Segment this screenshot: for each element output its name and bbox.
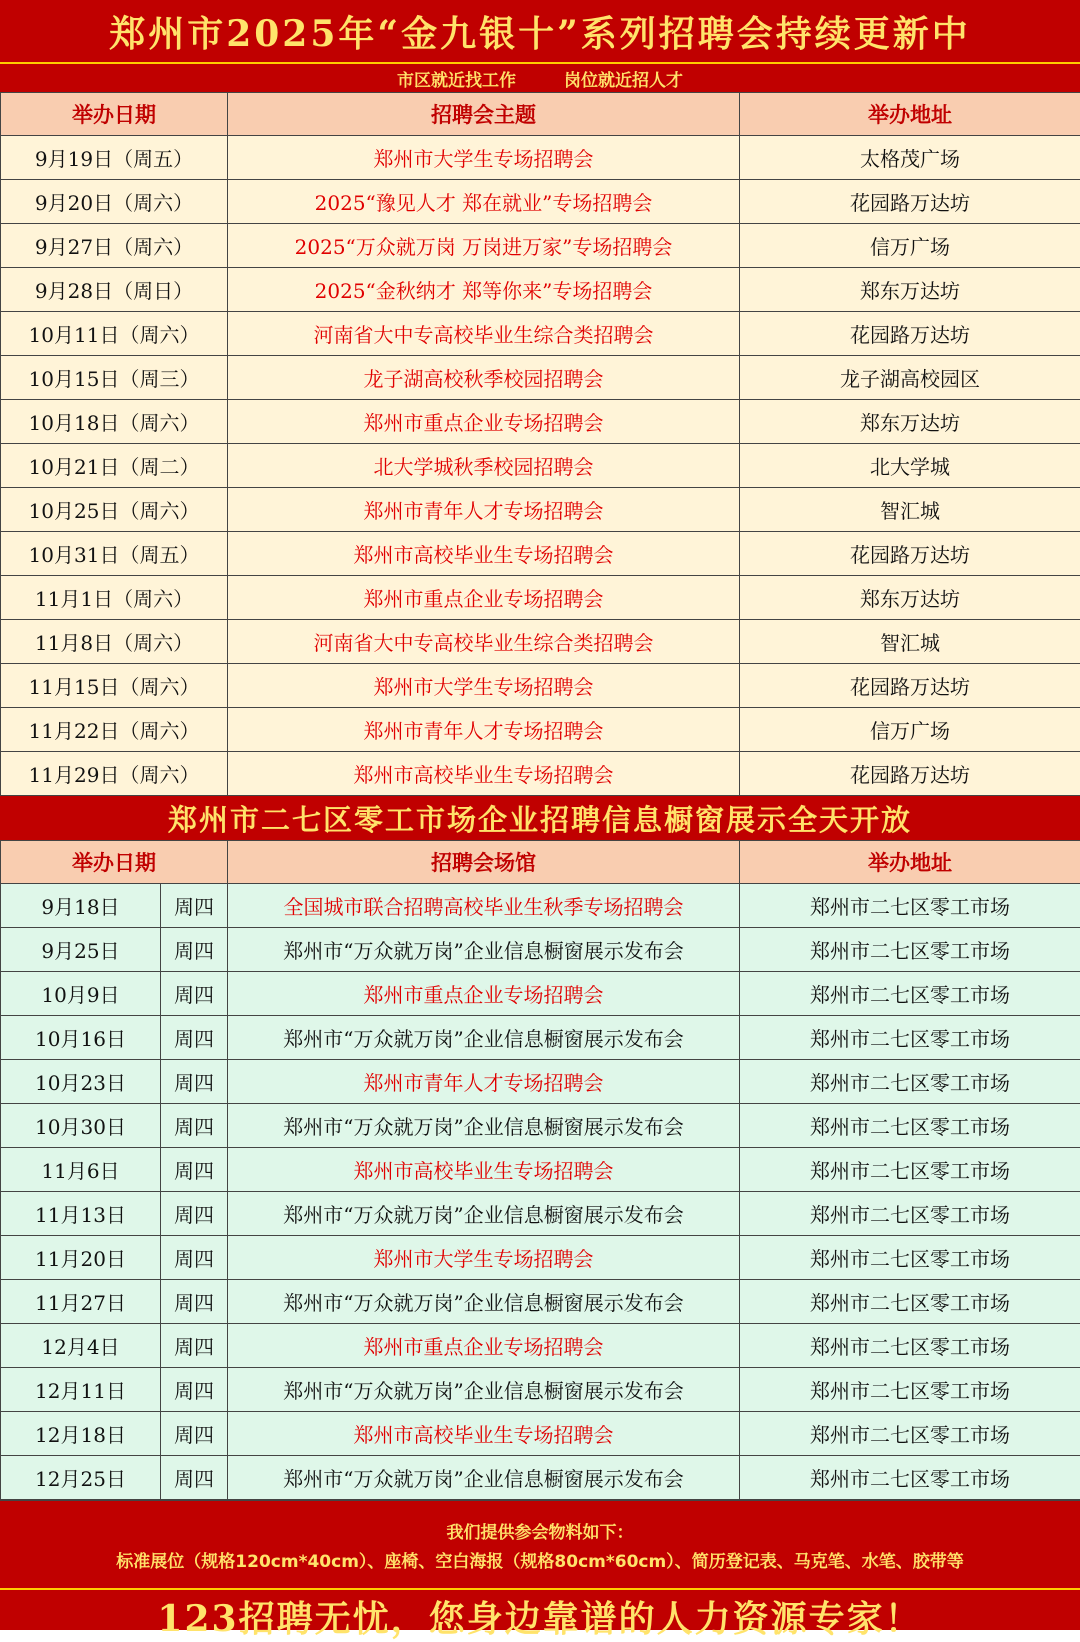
subtitle — [0, 64, 1080, 92]
market-venue: 郑州市二七区零工市场 — [740, 1412, 1080, 1456]
market-venue: 郑州市二七区零工市场 — [740, 1104, 1080, 1148]
fair-theme: 郑州市高校毕业生专场招聘会 — [228, 752, 740, 796]
table-row — [1, 1148, 1080, 1192]
materials-note — [0, 1500, 1080, 1588]
market-theme: 郑州市大学生专场招聘会 — [228, 1236, 740, 1280]
subtitle-left: 市区就近找工作 — [397, 66, 516, 91]
fair-date: 11月29日（周六） — [1, 752, 228, 796]
market-theme: 郑州市青年人才专场招聘会 — [228, 1060, 740, 1104]
market-weekday: 周四 — [161, 884, 228, 928]
page-title: 郑州市2025年“金九银十”系列招聘会持续更新中 — [0, 0, 1080, 64]
market-weekday: 周四 — [161, 1016, 228, 1060]
fair-theme: 郑州市青年人才专场招聘会 — [228, 708, 740, 752]
market-venue: 郑州市二七区零工市场 — [740, 1016, 1080, 1060]
fair-date: 10月11日（周六） — [1, 312, 228, 356]
table-row — [1, 1016, 1080, 1060]
market-date: 10月9日 — [1, 972, 161, 1016]
fair-date: 11月8日（周六） — [1, 620, 228, 664]
market-weekday: 周四 — [161, 1280, 228, 1324]
header-date: 举办日期 — [1, 841, 228, 884]
fair-date: 11月22日（周六） — [1, 708, 228, 752]
table-row — [1, 708, 1080, 752]
table-row — [1, 664, 1080, 708]
header-theme: 招聘会场馆 — [228, 841, 740, 884]
table-row — [1, 444, 1080, 488]
section-title: 郑州市二七区零工市场企业招聘信息橱窗展示全天开放 — [0, 796, 1080, 840]
fair-venue: 花园路万达坊 — [740, 532, 1080, 576]
market-weekday: 周四 — [161, 1368, 228, 1412]
fair-theme: 河南省大中专高校毕业生综合类招聘会 — [228, 312, 740, 356]
market-venue: 郑州市二七区零工市场 — [740, 1060, 1080, 1104]
fair-theme: 郑州市高校毕业生专场招聘会 — [228, 532, 740, 576]
market-weekday: 周四 — [161, 1412, 228, 1456]
market-theme: 郑州市“万众就万岗”企业信息橱窗展示发布会 — [228, 1368, 740, 1412]
fair-date: 9月27日（周六） — [1, 224, 228, 268]
fair-theme: 2025“万众就万岗 万岗进万家”专场招聘会 — [228, 224, 740, 268]
market-date: 10月23日 — [1, 1060, 161, 1104]
fair-date: 10月31日（周五） — [1, 532, 228, 576]
table-row — [1, 224, 1080, 268]
fair-theme: 北大学城秋季校园招聘会 — [228, 444, 740, 488]
fair-date: 11月15日（周六） — [1, 664, 228, 708]
market-venue: 郑州市二七区零工市场 — [740, 1148, 1080, 1192]
market-date: 9月25日 — [1, 928, 161, 972]
market-weekday: 周四 — [161, 1324, 228, 1368]
market-venue: 郑州市二七区零工市场 — [740, 1324, 1080, 1368]
table-row — [1, 1456, 1080, 1500]
market-date: 11月27日 — [1, 1280, 161, 1324]
table-row — [1, 180, 1080, 224]
table-row — [1, 1192, 1080, 1236]
market-theme: 郑州市“万众就万岗”企业信息橱窗展示发布会 — [228, 1192, 740, 1236]
fair-date: 10月21日（周二） — [1, 444, 228, 488]
market-date: 10月16日 — [1, 1016, 161, 1060]
market-theme: 郑州市“万众就万岗”企业信息橱窗展示发布会 — [228, 1016, 740, 1060]
fair-theme: 郑州市大学生专场招聘会 — [228, 136, 740, 180]
market-theme: 全国城市联合招聘高校毕业生秋季专场招聘会 — [228, 884, 740, 928]
market-date: 11月6日 — [1, 1148, 161, 1192]
market-date: 12月11日 — [1, 1368, 161, 1412]
market-venue: 郑州市二七区零工市场 — [740, 928, 1080, 972]
fair-theme: 龙子湖高校秋季校园招聘会 — [228, 356, 740, 400]
fair-theme: 郑州市青年人才专场招聘会 — [228, 488, 740, 532]
market-date: 12月25日 — [1, 1456, 161, 1500]
market-weekday: 周四 — [161, 1148, 228, 1192]
fair-theme: 郑州市大学生专场招聘会 — [228, 664, 740, 708]
table-row — [1, 576, 1080, 620]
market-theme: 郑州市高校毕业生专场招聘会 — [228, 1148, 740, 1192]
market-weekday: 周四 — [161, 1456, 228, 1500]
market-schedule-table — [0, 840, 1080, 1500]
market-venue: 郑州市二七区零工市场 — [740, 1456, 1080, 1500]
market-venue: 郑州市二七区零工市场 — [740, 1236, 1080, 1280]
market-theme: 郑州市重点企业专场招聘会 — [228, 1324, 740, 1368]
market-weekday: 周四 — [161, 1192, 228, 1236]
fair-schedule-table — [0, 92, 1080, 796]
table-row — [1, 1060, 1080, 1104]
table-row — [1, 1280, 1080, 1324]
market-theme: 郑州市重点企业专场招聘会 — [228, 972, 740, 1016]
table-row — [1, 884, 1080, 928]
fair-date: 9月20日（周六） — [1, 180, 228, 224]
market-weekday: 周四 — [161, 1236, 228, 1280]
fair-venue: 信万广场 — [740, 224, 1080, 268]
market-date: 11月13日 — [1, 1192, 161, 1236]
fair-date: 9月19日（周五） — [1, 136, 228, 180]
fair-date: 11月1日（周六） — [1, 576, 228, 620]
market-venue: 郑州市二七区零工市场 — [740, 1280, 1080, 1324]
header-venue: 举办地址 — [740, 93, 1080, 136]
market-theme: 郑州市“万众就万岗”企业信息橱窗展示发布会 — [228, 1280, 740, 1324]
subtitle-right: 岗位就近招人才 — [564, 66, 683, 91]
table-row — [1, 1368, 1080, 1412]
table-row — [1, 488, 1080, 532]
fair-date: 9月28日（周日） — [1, 268, 228, 312]
fair-venue: 花园路万达坊 — [740, 180, 1080, 224]
table-row — [1, 620, 1080, 664]
market-weekday: 周四 — [161, 1060, 228, 1104]
fair-venue: 花园路万达坊 — [740, 752, 1080, 796]
fair-venue: 北大学城 — [740, 444, 1080, 488]
table-row — [1, 1324, 1080, 1368]
market-theme: 郑州市“万众就万岗”企业信息橱窗展示发布会 — [228, 928, 740, 972]
fair-venue: 智汇城 — [740, 488, 1080, 532]
market-venue: 郑州市二七区零工市场 — [740, 1192, 1080, 1236]
market-theme: 郑州市“万众就万岗”企业信息橱窗展示发布会 — [228, 1456, 740, 1500]
fair-theme: 2025“金秋纳才 郑等你来”专场招聘会 — [228, 268, 740, 312]
table-header-row — [1, 841, 1080, 884]
header-theme: 招聘会主题 — [228, 93, 740, 136]
table-row — [1, 1104, 1080, 1148]
header-venue: 举办地址 — [740, 841, 1080, 884]
table-row — [1, 1412, 1080, 1456]
fair-theme: 2025“豫见人才 郑在就业”专场招聘会 — [228, 180, 740, 224]
fair-venue: 郑东万达坊 — [740, 576, 1080, 620]
market-date: 12月18日 — [1, 1412, 161, 1456]
table-row — [1, 1236, 1080, 1280]
table-row — [1, 356, 1080, 400]
slogan: 123招聘无忧，您身边靠谱的人力资源专家！ — [0, 1588, 1080, 1642]
market-weekday: 周四 — [161, 1104, 228, 1148]
fair-venue: 信万广场 — [740, 708, 1080, 752]
fair-venue: 太格茂广场 — [740, 136, 1080, 180]
fair-theme: 河南省大中专高校毕业生综合类招聘会 — [228, 620, 740, 664]
fair-theme: 郑州市重点企业专场招聘会 — [228, 576, 740, 620]
fair-date: 10月18日（周六） — [1, 400, 228, 444]
market-date: 12月4日 — [1, 1324, 161, 1368]
materials-list: 标准展位（规格120cm*40cm）、座椅、空白海报（规格80cm*60cm）、简历登记表、马克笔、水笔、胶带等 — [116, 1547, 963, 1572]
market-venue: 郑州市二七区零工市场 — [740, 972, 1080, 1016]
fair-venue: 龙子湖高校园区 — [740, 356, 1080, 400]
market-venue: 郑州市二七区零工市场 — [740, 1368, 1080, 1412]
table-row — [1, 268, 1080, 312]
table-row — [1, 752, 1080, 796]
market-date: 10月30日 — [1, 1104, 161, 1148]
table-row — [1, 928, 1080, 972]
header-date: 举办日期 — [1, 93, 228, 136]
fair-venue: 花园路万达坊 — [740, 664, 1080, 708]
fair-venue: 花园路万达坊 — [740, 312, 1080, 356]
market-theme: 郑州市“万众就万岗”企业信息橱窗展示发布会 — [228, 1104, 740, 1148]
table-header-row — [1, 93, 1080, 136]
market-venue: 郑州市二七区零工市场 — [740, 884, 1080, 928]
fair-venue: 郑东万达坊 — [740, 268, 1080, 312]
market-date: 11月20日 — [1, 1236, 161, 1280]
market-weekday: 周四 — [161, 928, 228, 972]
fair-theme: 郑州市重点企业专场招聘会 — [228, 400, 740, 444]
market-date: 9月18日 — [1, 884, 161, 928]
table-row — [1, 972, 1080, 1016]
table-row — [1, 136, 1080, 180]
market-weekday: 周四 — [161, 972, 228, 1016]
table-row — [1, 312, 1080, 356]
table-row — [1, 532, 1080, 576]
fair-venue: 郑东万达坊 — [740, 400, 1080, 444]
table-row — [1, 400, 1080, 444]
fair-date: 10月25日（周六） — [1, 488, 228, 532]
market-theme: 郑州市高校毕业生专场招聘会 — [228, 1412, 740, 1456]
fair-venue: 智汇城 — [740, 620, 1080, 664]
fair-date: 10月15日（周三） — [1, 356, 228, 400]
materials-heading: 我们提供参会物料如下： — [447, 1518, 634, 1543]
